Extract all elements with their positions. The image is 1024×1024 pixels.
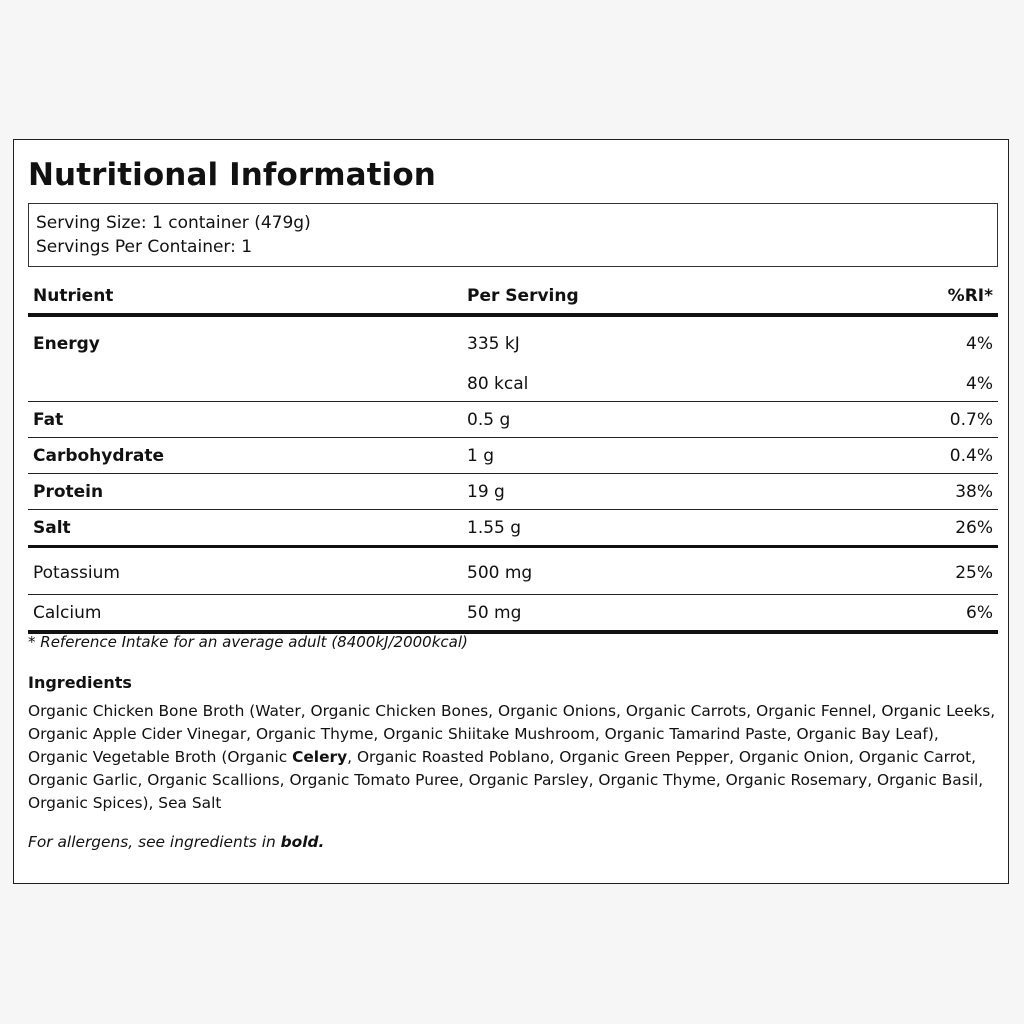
page-title: Nutritional Information — [28, 157, 436, 193]
nutrient-name — [28, 366, 462, 402]
allergen-ingredient: Celery — [292, 748, 348, 766]
ingredients-text — [28, 700, 1003, 815]
table-row — [28, 547, 998, 595]
ri-value: 25% — [832, 547, 998, 595]
ri-value: 4% — [966, 333, 993, 354]
per-serving-value: 335 kJ — [467, 333, 520, 354]
table-row — [28, 474, 998, 510]
nutrition-table — [28, 279, 998, 634]
nutrient-name: Protein — [28, 474, 462, 510]
nutrient-name: Fat — [28, 402, 462, 438]
allergen-note — [28, 833, 324, 851]
table-row — [28, 315, 998, 366]
ingredients-heading: Ingredients — [28, 673, 132, 692]
table-row — [28, 402, 998, 438]
table-row — [28, 595, 998, 633]
table-header-row — [28, 279, 998, 315]
allergen-note-text: For allergens, see ingredients in — [28, 833, 281, 851]
serving-size: Serving Size: 1 container (479g) — [36, 213, 311, 233]
per-serving-value: 0.5 g — [462, 402, 832, 438]
nutrient-name: Carbohydrate — [28, 438, 462, 474]
per-serving-value: 1.55 g — [462, 510, 832, 547]
nutrient-name: Salt — [28, 510, 462, 547]
table-row — [28, 510, 998, 547]
table-row — [28, 366, 998, 402]
per-serving-value: 19 g — [462, 474, 832, 510]
nutrient-name: Potassium — [28, 547, 462, 595]
header-per-serving: Per Serving — [462, 279, 832, 315]
serving-info-box — [28, 203, 998, 267]
ri-value: 26% — [832, 510, 998, 547]
header-ri: %RI* — [832, 279, 998, 315]
nutrient-name: Calcium — [28, 595, 462, 633]
per-serving-value: 1 g — [462, 438, 832, 474]
per-serving-value: 80 kcal — [462, 366, 832, 402]
per-serving-value: 50 mg — [462, 595, 832, 633]
ri-value: 4% — [832, 366, 998, 402]
per-serving-value: 500 mg — [462, 547, 832, 595]
ingredients-text-part: , Organic Roasted Poblano, Organic Green Pepper, Organic Onion, Organic Carrot, Organic Garlic, Organic Scallions, Organic Tomato Puree, Organic Parsley, Organic Thyme, Organic Rosemary, Organic Basil, Organic Spices), Sea Salt — [28, 748, 984, 812]
ri-value: 6% — [832, 595, 998, 633]
ri-value: 0.7% — [832, 402, 998, 438]
allergen-note-bold: bold. — [280, 833, 325, 851]
ri-value: 38% — [832, 474, 998, 510]
ingredients-text-part: Organic Chicken Bone Broth (Water, Organic Chicken Bones, Organic Onions, Organic Carrots, Organic Fennel, Organic Leeks, Organic Apple Cider Vinegar, Organic Thyme, Organic Shiitake Mushroom, Organic Tamarind Paste, Organic Bay Leaf), Organic Vegetable Broth (Organic — [28, 702, 996, 766]
nutrient-name: Energy — [33, 333, 100, 354]
ri-value: 0.4% — [832, 438, 998, 474]
reference-intake-footnote: * Reference Intake for an average adult (8400kJ/2000kcal) — [28, 633, 468, 651]
header-nutrient: Nutrient — [28, 279, 462, 315]
table-row — [28, 438, 998, 474]
servings-per-container: Servings Per Container: 1 — [36, 237, 253, 257]
nutrition-panel — [13, 139, 1009, 884]
